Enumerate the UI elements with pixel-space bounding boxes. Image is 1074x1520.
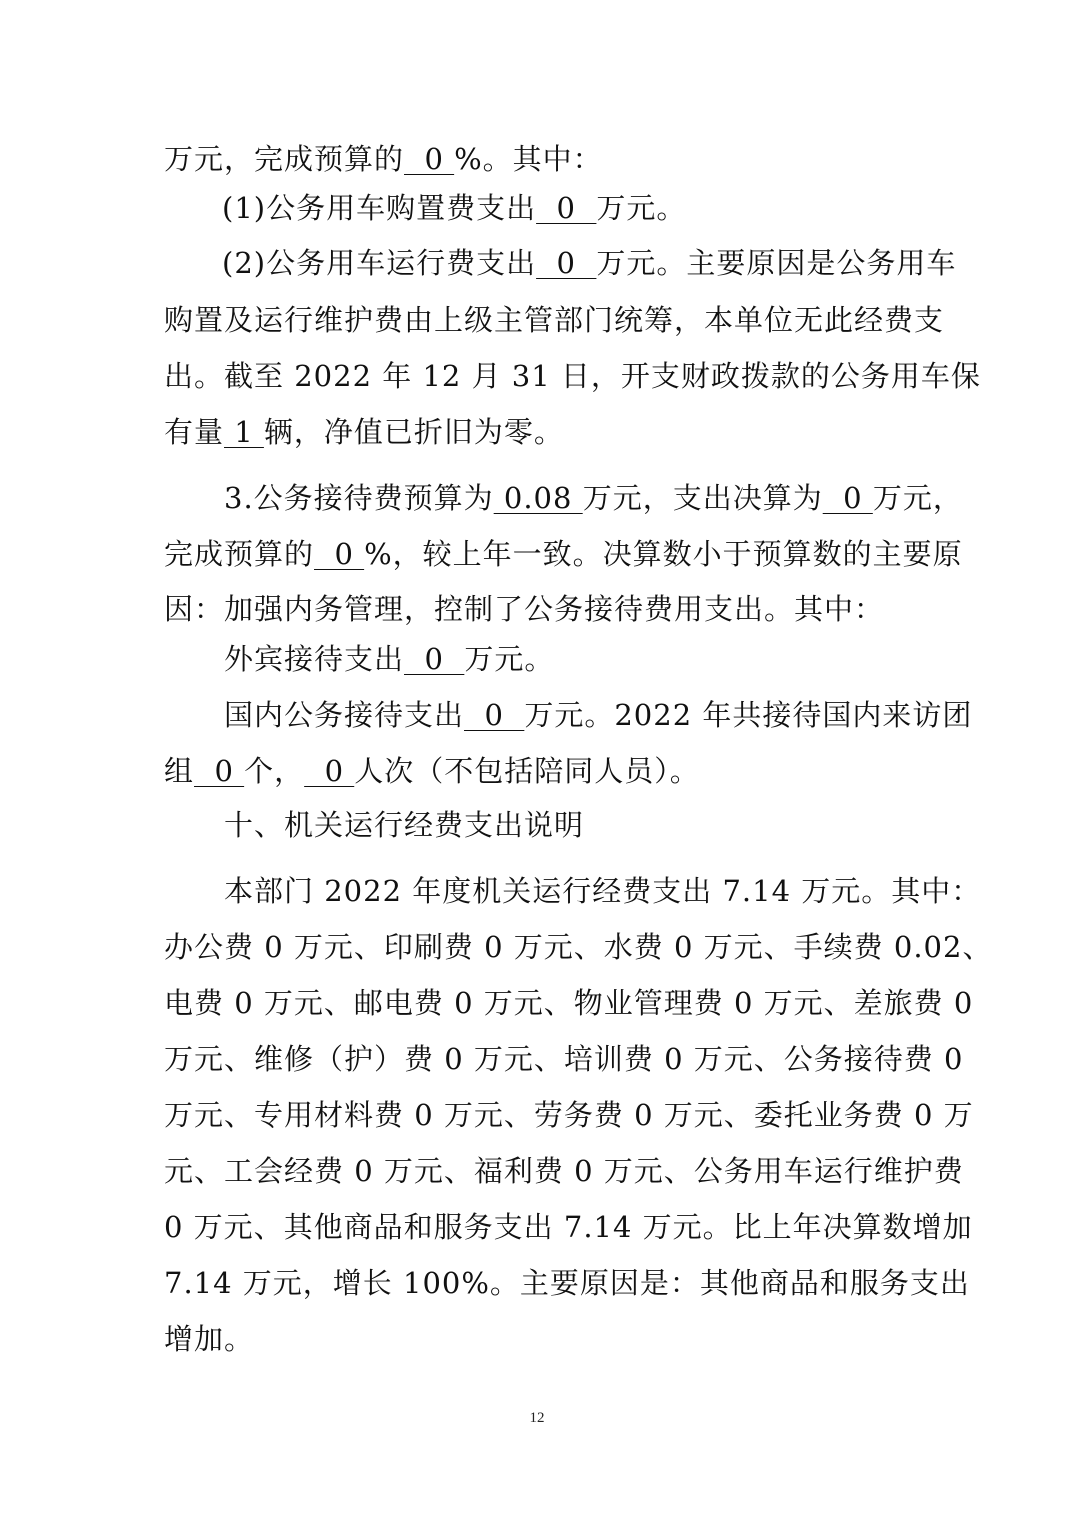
text-line: 万元，完成预算的 0 %。其中： bbox=[164, 142, 603, 176]
text-line: 0 万元、其他商品和服务支出 7.14 万元。比上年决算数增加 bbox=[164, 1210, 973, 1244]
text-line: 本部门 2022 年度机关运行经费支出 7.14 万元。其中： bbox=[224, 874, 982, 908]
text-line: 办公费 0 万元、印刷费 0 万元、水费 0 万元、手续费 0.02、 bbox=[164, 930, 993, 964]
text-line: 7.14 万元，增长 100%。主要原因是：其他商品和服务支出 bbox=[164, 1266, 970, 1300]
text-line: 购置及运行维护费由上级主管部门统筹，本单位无此经费支 bbox=[164, 303, 945, 337]
text-line: 电费 0 万元、邮电费 0 万元、物业管理费 0 万元、差旅费 0 bbox=[164, 986, 974, 1020]
text-line: (2)公务用车运行费支出 0 万元。主要原因是公务用车 bbox=[222, 246, 957, 280]
text-line: 元、工会经费 0 万元、福利费 0 万元、公务用车运行维护费 bbox=[164, 1154, 964, 1188]
text-line: 万元、专用材料费 0 万元、劳务费 0 万元、委托业务费 0 万 bbox=[164, 1098, 974, 1132]
text-line: 出。截至 2022 年 12 月 31 日，开支财政拨款的公务用车保 bbox=[164, 359, 981, 393]
text-line: 外宾接待支出 0 万元。 bbox=[224, 642, 555, 676]
section-heading: 十、机关运行经费支出说明 bbox=[224, 808, 585, 842]
text-line: 完成预算的 0 %，较上年一致。决算数小于预算数的主要原 bbox=[164, 537, 963, 571]
text-line: 增加。 bbox=[164, 1322, 255, 1356]
text-line: 组 0 个， 0 人次（不包括陪同人员）。 bbox=[164, 754, 700, 788]
text-line: (1)公务用车购置费支出 0 万元。 bbox=[222, 191, 687, 225]
text-line: 国内公务接待支出 0 万元。2022 年共接待国内来访团 bbox=[224, 698, 973, 732]
page-number: 12 bbox=[529, 1410, 545, 1426]
text-line: 3.公务接待费预算为 0.08 万元，支出决算为 0 万元， bbox=[224, 481, 963, 515]
text-line: 有量 1 辆，净值已折旧为零。 bbox=[164, 415, 564, 449]
text-line: 因：加强内务管理，控制了公务接待费用支出。其中： bbox=[164, 592, 885, 626]
text-line: 万元、维修（护）费 0 万元、培训费 0 万元、公务接待费 0 bbox=[164, 1042, 964, 1076]
